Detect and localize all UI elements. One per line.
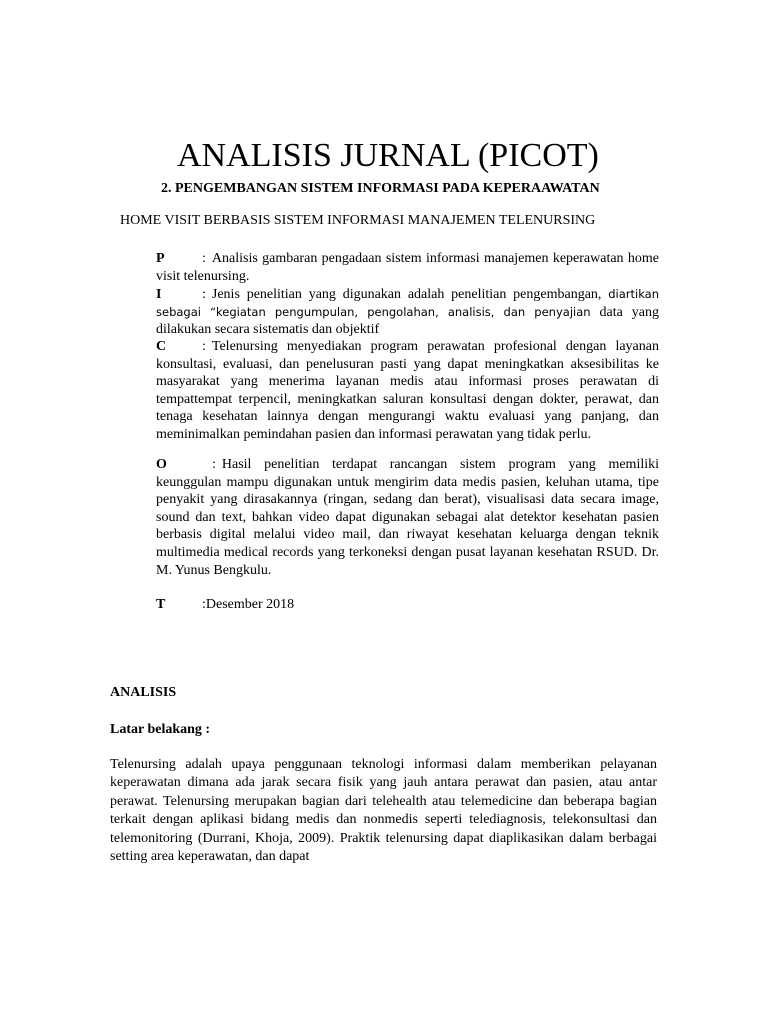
picot-text-p: Analisis gambaran pengadaan sistem informasi manajemen keperawatan home visit telenursing.	[156, 251, 659, 284]
picot-separator: :	[202, 251, 206, 266]
picot-key-p: P	[156, 251, 165, 266]
picot-item-o	[156, 456, 659, 579]
picot-text-i-part2: diartikan sebagai “kegiatan pengumpulan, pengolahan, analisis, dan penyajian	[156, 287, 660, 319]
picot-separator: :	[212, 457, 216, 472]
picot-key-t: T	[156, 597, 166, 612]
picot-key-o: O	[156, 457, 167, 472]
picot-item-p	[156, 250, 659, 285]
picot-item-t	[156, 596, 294, 614]
picot-item-c	[156, 338, 659, 444]
picot-key-c: C	[156, 339, 167, 354]
picot-key-i: I	[156, 287, 162, 302]
latar-belakang-paragraph: Telenursing adalah upaya penggunaan teknologi informasi dalam memberikan pelayanan keperawatan dimana ada jarak secara fisik yang jauh antara perawat dan pasien, atau antar perawat. Telenursing merupakan bagian dari telehealth atau telemedicine dan beberapa bagian terkait dengan aplikasi bidang medis dan nonmedis seperti telediagnosis, telekonsultasi dan telemonitoring (Durrani, Khoja, 2009). Praktik telenursing dapat diaplikasikan dalam berbagai setting area keperawatan, dan dapat	[110, 757, 657, 865]
picot-text-c: Telenursing menyediakan program perawatan profesional dengan layanan konsultasi, evaluasi, dan penelusuran pasti yang dapat meningkatkan aksesibilitas ke masyarakat yang menerima layanan medis atau informasi proses perawatan di tempattempat terpencil, meningkatkan saluran konsultasi dengan dokter, perawat, dan tenaga kesehatan lainnya dengan mengurangi waktu evaluasi yang panjang, dan meminimalkan pemindahan pasien dan informasi perawatan yang tidak perlu.	[156, 339, 659, 442]
picot-text-o: Hasil penelitian terdapat rancangan sistem program yang memiliki keunggulan mampu digunakan untuk mengirim data medis pasien, keluhan utama, tipe penyakit yang dirasakannya (ringan, sedang dan berat), visualisasi data secara image, sound dan text, bahkan video dapat digunakan sebagai alat detektor kesehatan pasien berbasis digital melalui video mail, dan riwayat kesehatan keluarga dengan teknik multimedia medical records yang terkoneksi dengan pusat layanan kesehatan RSUD. Dr. M. Yunus Bengkulu.	[156, 457, 659, 578]
picot-separator: :	[202, 339, 206, 354]
latar-belakang-heading: Latar belakang :	[110, 722, 211, 737]
document-subtitle: 2. PENGEMBANGAN SISTEM INFORMASI PADA KEPERAAWATAN	[161, 181, 600, 196]
picot-item-i	[156, 286, 659, 339]
picot-text-i-part3: data yang dilakukan secara sistematis dan objektif	[156, 304, 660, 338]
picot-text-i-part1: Jenis penelitian yang digunakan adalah penelitian pengembangan,	[211, 287, 602, 302]
picot-separator: :	[202, 597, 206, 612]
analisis-heading: ANALISIS	[110, 685, 177, 700]
document-title: ANALISIS JURNAL (PICOT)	[177, 137, 599, 174]
journal-title: HOME VISIT BERBASIS SISTEM INFORMASI MANAJEMEN TELENURSING	[120, 213, 596, 228]
picot-separator: :	[202, 287, 206, 302]
picot-text-t: Desember 2018	[205, 597, 295, 612]
